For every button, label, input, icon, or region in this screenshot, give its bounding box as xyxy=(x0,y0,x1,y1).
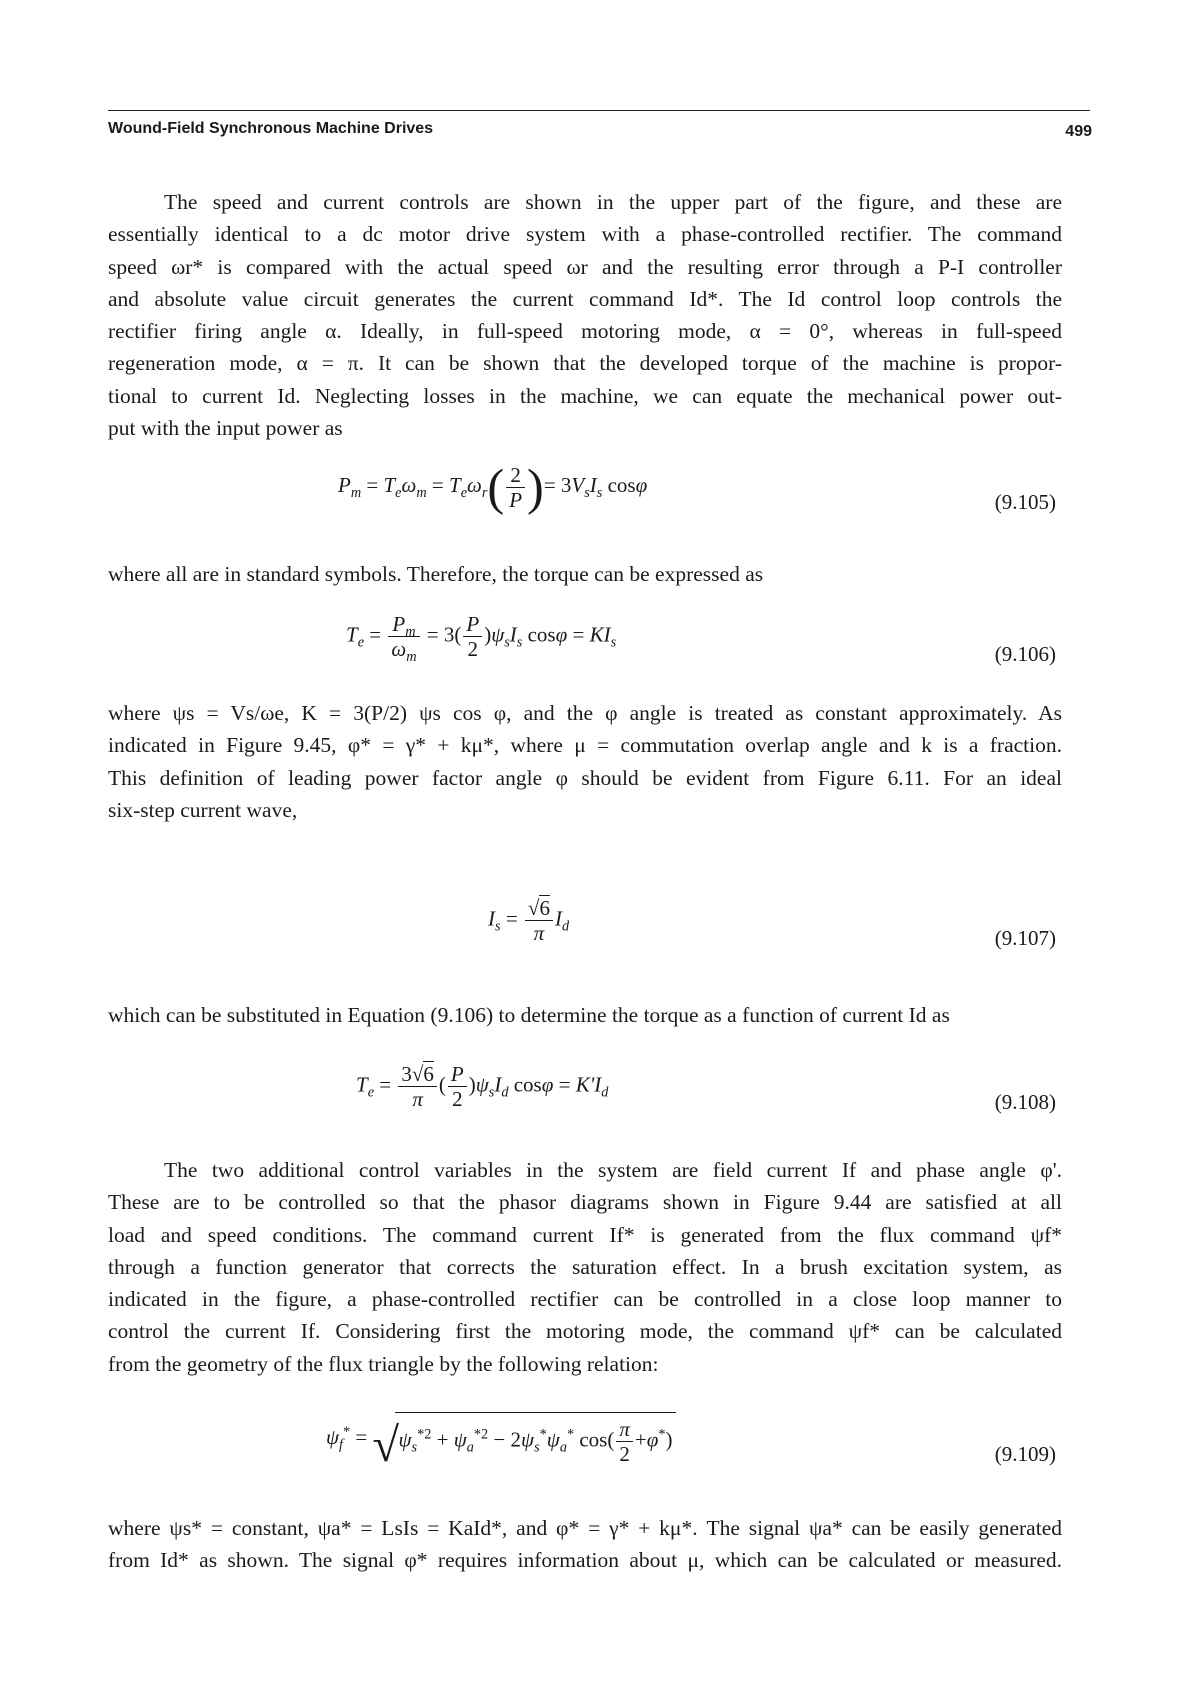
equation-9-106 xyxy=(108,612,1062,692)
equation-number: (9.105) xyxy=(994,490,1056,514)
text-line: from Id* as shown. The signal φ* requires information about μ, which can be calculated or measured. xyxy=(108,1548,1062,1573)
text-line: tional to current Id. Neglecting losses in the machine, we can equate the mechanical power out- xyxy=(108,383,1062,408)
text-line: essentially identical to a dc motor drive system with a phase-controlled rectifier. The command xyxy=(108,222,1062,247)
text-line: indicated in Figure 9.45, φ* = γ* + kμ*, where μ = commutation overlap angle and k is a fraction. xyxy=(108,733,1062,758)
equation-number: (9.109) xyxy=(994,1442,1056,1466)
equation-9-109 xyxy=(108,1412,1062,1492)
text-line: and absolute value circuit generates the current command Id*. The Id control loop controls the xyxy=(108,286,1062,311)
text-line: speed ωr* is compared with the actual speed ωr and the resulting error through a P-I controller xyxy=(108,254,1062,279)
text-line: control the current If. Considering first the motoring mode, the command ψf* can be calculated xyxy=(108,1319,1062,1344)
text-line: through a function generator that corrects the saturation effect. In a brush excitation system, as xyxy=(108,1254,1062,1279)
equation-formula: $P_m = T_e\omega_m = T_e\omega_r$( $\frac{2}{P}$ )= $3V_sI_s$ cosφ xyxy=(338,459,648,515)
header-rule xyxy=(108,110,1090,111)
text-line: load and speed conditions. The command current If* is generated from the flux command ψf* xyxy=(108,1222,1062,1247)
equation-number: (9.108) xyxy=(994,1090,1056,1114)
text-line: put with the input power as xyxy=(108,416,343,441)
text-line: where ψs = Vs/ωe, K = 3(P/2) ψs cos φ, and the φ angle is treated as constant approximately. As xyxy=(108,701,1062,725)
text-line: The two additional control variables in the system are field current If and phase angle φ'. xyxy=(164,1158,1062,1182)
equation-formula: $\psi_f^*$ = √ $\psi_s^{*2} + \psi_a^{*2} - 2\psi_s^*\psi_a^*$ cos( $\frac{\pi}{2}$ +φ*) xyxy=(326,1412,676,1466)
text-line: indicated in the figure, a phase-controlled rectifier can be controlled in a close loop manner to xyxy=(108,1287,1062,1312)
paragraph-2 xyxy=(108,558,1062,590)
paragraph-5 xyxy=(108,1154,1062,1380)
running-title: Wound-Field Synchronous Machine Drives xyxy=(108,120,434,137)
text-line: from the geometry of the flux triangle by the following relation: xyxy=(108,1351,659,1376)
equation-9-107 xyxy=(108,896,1062,976)
text-line: regeneration mode, α = π. It can be shown that the developed torque of the machine is propor- xyxy=(108,351,1062,376)
equation-number: (9.106) xyxy=(994,642,1056,666)
paragraph-3 xyxy=(108,697,1062,826)
text-line: which can be substituted in Equation (9.106) to determine the torque as a function of current Id as xyxy=(108,1003,950,1027)
text-line: where ψs* = constant, ψa* = LsIs = KaId*, and φ* = γ* + kμ*. The signal ψa* can be easily generated xyxy=(108,1516,1062,1540)
equation-9-105 xyxy=(108,459,1062,542)
text-line: where all are in standard symbols. Therefore, the torque can be expressed as xyxy=(108,562,764,586)
equation-9-108 xyxy=(108,1062,1062,1142)
equation-number: (9.107) xyxy=(994,926,1056,950)
text-line: The speed and current controls are shown in the upper part of the figure, and these are xyxy=(164,190,1062,214)
equation-formula: $I_s$ = $\frac{√6}{\pi}$ $I_d$ xyxy=(488,896,570,946)
equation-formula: $T_e$ = $\frac{3√6}{\pi}$ ( $\frac{P}{2}$ )$\psi_sI_d$ $\cos\varphi = K'I_d$ xyxy=(356,1062,609,1112)
equation-formula: $T_e$ = $\frac{P_m}{\omega_m}$ = 3( $\frac{P}{2}$ )$\psi_sI_s$ $\cos\varphi = KI_s$ xyxy=(346,612,617,666)
text-line: This definition of leading power factor angle φ should be evident from Figure 6.11. For an ideal xyxy=(108,765,1062,790)
text-line: These are to be controlled so that the phasor diagrams shown in Figure 9.44 are satisfied at all xyxy=(108,1190,1062,1215)
text-line: six-step current wave, xyxy=(108,797,298,822)
paragraph-1 xyxy=(108,186,1062,444)
paragraph-6 xyxy=(108,1512,1062,1577)
paragraph-4 xyxy=(108,999,1062,1031)
page-number: 499 xyxy=(1065,123,1092,140)
text-line: rectifier firing angle α. Ideally, in full-speed motoring mode, α = 0°, whereas in full-speed xyxy=(108,319,1062,344)
